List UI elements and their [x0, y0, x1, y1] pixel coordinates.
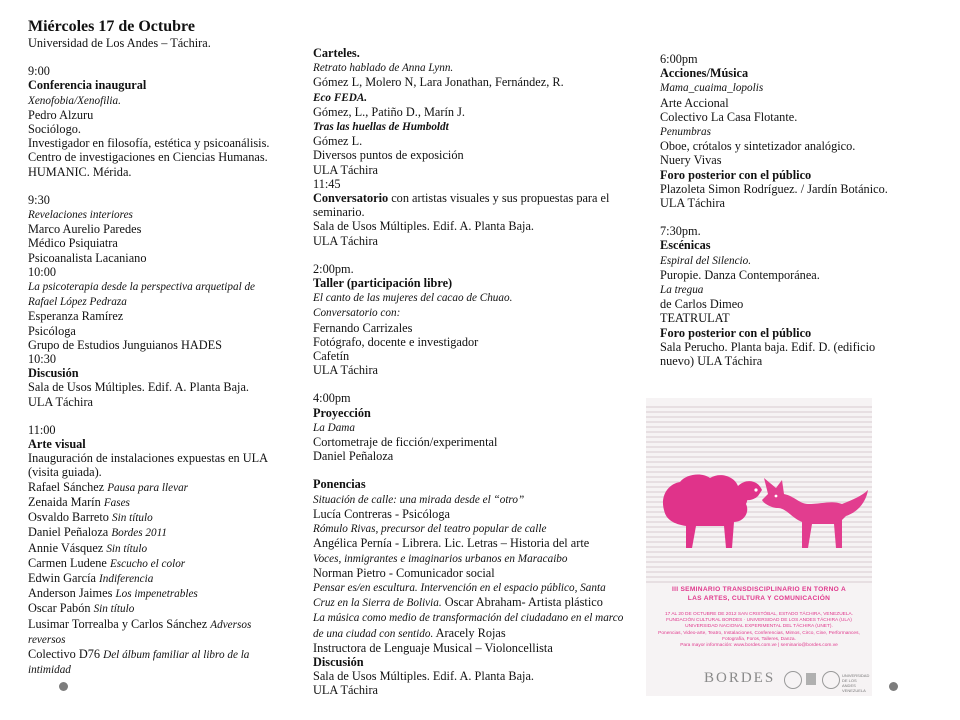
- program-line: [660, 224, 910, 238]
- poster-logos: [656, 668, 870, 693]
- line-text: Esperanza Ramírez: [28, 309, 124, 324]
- line-text: Proyección: [313, 405, 371, 420]
- line-text: Marco Aurelio Paredes: [28, 222, 142, 237]
- program-line: [28, 632, 300, 647]
- line-italic: Fases: [103, 496, 130, 509]
- line-text: (visita guiada).: [28, 465, 102, 480]
- poster-texture-line: [646, 431, 872, 433]
- line-text: 4:00pm: [313, 391, 351, 406]
- spacer: [28, 409, 300, 423]
- line-text: Daniel Peñaloza: [313, 449, 394, 464]
- program-line: [660, 297, 910, 311]
- program-line: [28, 78, 300, 92]
- program-line: [313, 406, 643, 420]
- program-line: [313, 191, 643, 219]
- program-line: [28, 193, 300, 207]
- line-text: Angélica Pernía - Librera. Lic. Letras – Historia del arte: [313, 536, 590, 551]
- column-evening: [660, 52, 910, 368]
- line-rest: con artistas visuales y sus propuestas para el seminario.: [313, 191, 610, 220]
- program-line: [313, 90, 643, 105]
- line-text: HUMANIC. Mérida.: [28, 164, 132, 179]
- program-line: [660, 253, 910, 268]
- program-line: [313, 46, 643, 60]
- program-line: [313, 551, 643, 566]
- university-seal-icon: [822, 671, 840, 689]
- line-text: Grupo de Estudios Junguianos HADES: [28, 337, 223, 352]
- line-text: Conferencia inaugural: [28, 78, 147, 93]
- column-morning-body: [28, 64, 300, 677]
- line-text: Oboe, crótalos y sintetizador analógico.: [660, 139, 856, 154]
- line-text: Sala Perucho. Planta baja. Edif. D. (edificio: [660, 339, 876, 354]
- line-text: Lusimar Torrealba y Carlos Sánchez: [28, 616, 211, 631]
- program-line: [313, 683, 643, 697]
- line-text: Conversatorio: [313, 191, 389, 206]
- program-line: [313, 60, 643, 75]
- poster-texture-line: [646, 406, 872, 408]
- poster-banner-line1: III SEMINARIO TRANSDISCIPLINARIO EN TORNO A: [671, 586, 847, 593]
- spacer: [313, 377, 643, 391]
- program-line: [28, 207, 300, 222]
- line-text: Pensar es/en escultura. Intervención en el espacio público, Santa: [313, 581, 606, 594]
- program-line: [313, 492, 643, 507]
- line-text: El canto de las mujeres del cacao de Chuao.: [313, 292, 513, 305]
- event-poster: [646, 398, 872, 696]
- venue-line: Universidad de Los Andes – Táchira.: [28, 36, 211, 50]
- program-line: [28, 525, 300, 540]
- line-text: Diversos puntos de exposición: [313, 148, 464, 163]
- line-text: Discusión: [313, 654, 364, 669]
- line-text: Fernando Carrizales: [313, 320, 413, 335]
- line-text: La psicoterapia desde la perspectiva arquetipal de: [28, 281, 256, 294]
- line-text: Oscar Pabón: [28, 601, 94, 616]
- program-line: [28, 556, 300, 571]
- program-line: [660, 196, 910, 210]
- poster-info: [646, 612, 872, 649]
- left-nav-dot-icon: [59, 682, 68, 691]
- program-line: [313, 276, 643, 290]
- line-text: 7:30pm.: [660, 224, 701, 239]
- program-line: [660, 238, 910, 252]
- line-text: Pedro Alzuru: [28, 107, 94, 122]
- line-text: Instructora de Lenguaje Musical – Violoncellista: [313, 640, 553, 655]
- line-text: Inauguración de instalaciones expuestas en ULA: [28, 451, 269, 466]
- line-text: 11:00: [28, 422, 56, 437]
- line-text: Colectivo La Casa Flotante.: [660, 109, 798, 124]
- line-text: 2:00pm.: [313, 261, 354, 276]
- line-text: Eco FEDA.: [313, 91, 368, 104]
- program-line: [28, 571, 300, 586]
- program-line: [28, 309, 300, 323]
- program-line: [28, 165, 300, 179]
- program-line: [28, 495, 300, 510]
- line-text: Escénicas: [660, 238, 711, 253]
- line-text: 10:30: [28, 352, 57, 367]
- line-text: nuevo) ULA Táchira: [660, 354, 763, 369]
- program-line: [28, 395, 300, 409]
- right-nav-dot-icon: [889, 682, 898, 691]
- line-text: Foro posterior con el público: [660, 167, 812, 182]
- spacer: [313, 248, 643, 262]
- program-line: [313, 177, 643, 191]
- program-line: [28, 338, 300, 352]
- program-line: [28, 122, 300, 136]
- line-text: Osvaldo Barreto: [28, 510, 113, 525]
- line-text: ULA Táchira: [313, 363, 378, 378]
- program-line: [28, 352, 300, 366]
- fox-icon: [762, 478, 868, 548]
- poster-dates: 17 AL 20 DE OCTUBRE DE 2012 SAN CRISTÓBAL, ESTADO TÁCHIRA, VENEZUELA.: [664, 612, 854, 617]
- program-line: [313, 234, 643, 248]
- university-logo-text: UNIVERSIDAD DE LOS ANDES VENEZUELA: [842, 673, 870, 693]
- program-line: [28, 324, 300, 338]
- line-text: Retrato hablado de Anna Lynn.: [313, 62, 454, 75]
- line-text: TEATRULAT: [660, 311, 730, 326]
- line-text: Situación de calle: una mirada desde el “otro”: [313, 493, 525, 506]
- line-text: Sala de Usos Múltiples. Edif. A. Planta Baja.: [28, 380, 249, 395]
- poster-texture-line: [646, 416, 872, 418]
- program-line: [660, 182, 910, 196]
- program-line: [28, 465, 300, 479]
- line-italic: Sin título: [93, 603, 135, 616]
- line-text: Gómez L, Molero N, Lara Jonathan, Fernández, R.: [313, 75, 564, 90]
- line-text: 11:45: [313, 176, 341, 191]
- program-line: [313, 363, 643, 377]
- line-text: Anderson Jaimes: [28, 586, 116, 601]
- program-line: [313, 105, 643, 119]
- program-line: [313, 391, 643, 405]
- line-italic: Escucho el color: [109, 557, 186, 570]
- line-text: Voces, inmigrantes e imaginarios urbanos en Maracaibo: [313, 552, 568, 565]
- program-line: [660, 153, 910, 167]
- line-text: Sala de Usos Múltiples. Edif. A. Planta Baja.: [313, 669, 534, 684]
- line-text: intimidad: [28, 664, 71, 677]
- program-line: [28, 662, 300, 677]
- line-text: Sala de Usos Múltiples. Edif. A. Planta Baja.: [313, 219, 534, 234]
- line-text: Lucía Contreras - Psicóloga: [313, 506, 450, 521]
- program-line: [313, 335, 643, 349]
- line-text: Carmen Ludene: [28, 555, 110, 570]
- line-text: Psicoanalista Lacaniano: [28, 250, 147, 265]
- program-line: [313, 349, 643, 363]
- line-text: Investigador en filosofía, estética y psicoanálisis.: [28, 136, 270, 151]
- line-text: ULA Táchira: [313, 162, 378, 177]
- line-text: Fotógrafo, docente e investigador: [313, 334, 479, 349]
- program-line: [313, 219, 643, 233]
- line-italic: Pausa para llevar: [107, 481, 189, 494]
- line-text: Rómulo Rivas, precursor del teatro popular de calle: [313, 523, 547, 536]
- poster-org2: UNIVERSIDAD NACIONAL EXPERIMENTAL DEL TÁCHIRA (UNET).: [685, 624, 833, 630]
- line-text: Annie Vásquez: [28, 540, 107, 555]
- column-evening-body: [660, 52, 910, 368]
- program-line: [313, 134, 643, 148]
- program-line: [660, 80, 910, 95]
- program-line: [313, 262, 643, 276]
- line-text: Mama_cuaima_lopolis: [660, 82, 764, 95]
- program-line: [660, 282, 910, 297]
- program-line: [313, 521, 643, 536]
- line-text: Cafetín: [313, 349, 350, 364]
- line-italic: Los impenetrables: [115, 588, 198, 601]
- line-text: Norman Pietro - Comunicador social: [313, 565, 495, 580]
- program-line: [313, 420, 643, 435]
- program-line: [313, 641, 643, 655]
- program-line: [313, 610, 643, 625]
- bordes-logo: BORDES: [704, 670, 776, 686]
- program-line: [28, 451, 300, 465]
- line-text: Nuery Vivas: [660, 153, 722, 168]
- program-line: [313, 75, 643, 89]
- program-line: [313, 536, 643, 550]
- line-text: Arte Accional: [660, 95, 729, 110]
- program-line: [28, 480, 300, 495]
- line-text: Colectivo D76: [28, 646, 104, 661]
- program-line: [660, 311, 910, 325]
- line-text: Foro posterior con el público: [660, 325, 812, 340]
- line-text: Carteles.: [313, 46, 360, 60]
- line-text: ULA Táchira: [313, 683, 378, 698]
- program-line: [313, 449, 643, 463]
- line-text: Espiral del Silencio.: [660, 254, 752, 267]
- line-text: La música como medio de transformación del ciudadano en el marco: [313, 612, 624, 625]
- spacer: [660, 210, 910, 224]
- program-line: [28, 150, 300, 164]
- line-text: ULA Táchira: [28, 394, 93, 409]
- program-line: [28, 366, 300, 380]
- program-line: [660, 340, 910, 354]
- line-text: Rafael López Pedraza: [28, 296, 127, 309]
- day-title: Miércoles 17 de Octubre: [28, 18, 195, 35]
- program-line: [313, 507, 643, 521]
- line-text: Taller (participación libre): [313, 276, 453, 291]
- program-line: [660, 66, 910, 80]
- line-italic: Cruz en la Sierra de Bolivia.: [313, 597, 442, 610]
- line-text: Tras las huellas de Humboldt: [313, 121, 449, 134]
- program-line: [313, 148, 643, 162]
- program-line: [660, 168, 910, 182]
- line-text: reversos: [28, 633, 66, 646]
- program-line: [28, 541, 300, 556]
- program-line: [313, 477, 643, 491]
- program-line: [313, 435, 643, 449]
- program-line: [28, 265, 300, 279]
- line-text: Aracely Rojas: [433, 625, 506, 640]
- line-text: de Carlos Dimeo: [660, 297, 744, 312]
- program-line: [313, 669, 643, 683]
- program-line: [28, 294, 300, 309]
- column-midday: [313, 46, 643, 698]
- line-text: 9:30: [28, 192, 50, 207]
- line-text: Discusión: [28, 366, 79, 381]
- line-text: Sociólogo.: [28, 122, 81, 137]
- program-line: [660, 354, 910, 368]
- program-line: [28, 222, 300, 236]
- program-line: [313, 119, 643, 134]
- line-text: Centro de investigaciones en Ciencias Humanas.: [28, 150, 268, 165]
- column-morning: [28, 17, 300, 677]
- program-line: [28, 586, 300, 601]
- line-text: La Dama: [313, 421, 355, 434]
- program-line: [28, 108, 300, 122]
- line-text: Plazoleta Simon Rodríguez. / Jardín Botánico.: [660, 181, 888, 196]
- program-line: [313, 580, 643, 595]
- poster-texture-line: [646, 411, 872, 413]
- program-line: [28, 601, 300, 616]
- program-line: [28, 251, 300, 265]
- animals-illustration: [646, 438, 872, 578]
- poster-activities: Ponencias, Video-arte, Teatro, Instalaciones, Conferencias, Mimos, Circo, Cine, Performances, Fotografía, Foros, Talleres, Danza.: [658, 630, 860, 642]
- line-text: Rafael Sánchez: [28, 479, 108, 494]
- program-line: [28, 236, 300, 250]
- program-line: [660, 52, 910, 66]
- line-text: Cortometraje de ficción/experimental: [313, 435, 498, 450]
- line-italic: Bordes 2011: [111, 527, 167, 540]
- program-line: [28, 423, 300, 437]
- line-text: Puropie. Danza Contemporánea.: [660, 267, 820, 282]
- line-text: Edwin García: [28, 570, 100, 585]
- line-text: 9:00: [28, 64, 50, 79]
- program-line: [660, 326, 910, 340]
- program-line: [313, 595, 643, 610]
- line-text: Gómez, L., Patiño D., Marín J.: [313, 104, 465, 119]
- line-text: Gómez L.: [313, 134, 363, 149]
- poster-banner-line2: LAS ARTES, CULTURA Y COMUNICACIÓN: [687, 594, 831, 602]
- line-text: Acciones/Música: [660, 66, 749, 81]
- program-line: [660, 139, 910, 153]
- line-text: Arte visual: [28, 437, 86, 452]
- poster-org1: FUNDACIÓN CULTURAL BORDES · UNIVERSIDAD DE LOS ANDES TÁCHIRA (ULA): [666, 618, 852, 624]
- poster-banner: [646, 586, 872, 603]
- emblem-icon: [806, 673, 816, 685]
- poster-texture-line: [646, 421, 872, 423]
- program-line: [28, 617, 300, 632]
- line-italic: Del álbum familiar al libro de la: [103, 648, 250, 661]
- program-line: [28, 64, 300, 78]
- program-line: [660, 268, 910, 282]
- line-text: Zenaida Marín: [28, 494, 104, 509]
- line-italic: Sin título: [106, 542, 148, 555]
- program-line: [28, 510, 300, 525]
- poster-texture-line: [646, 426, 872, 428]
- program-line: [313, 321, 643, 335]
- seal-icon: [784, 671, 802, 689]
- line-text: Médico Psiquiatra: [28, 236, 118, 251]
- program-line: [28, 136, 300, 150]
- program-line: [313, 655, 643, 669]
- line-text: Revelaciones interiores: [28, 209, 133, 222]
- line-text: Xenofobia/Xenofilia.: [28, 94, 121, 107]
- program-line: [313, 305, 643, 320]
- program-line: [28, 437, 300, 451]
- line-italic: Indiferencia: [99, 572, 154, 585]
- program-line: [28, 93, 300, 108]
- program-line: [313, 163, 643, 177]
- program-line: [313, 566, 643, 580]
- poster-texture-line: [646, 581, 872, 583]
- line-italic: de una ciudad con sentido.: [313, 627, 434, 640]
- line-text: Daniel Peñaloza: [28, 525, 112, 540]
- line-italic: Sin título: [112, 512, 153, 525]
- program-line: [660, 110, 910, 124]
- line-text: 6:00pm: [660, 52, 698, 66]
- line-text: Ponencias: [313, 477, 366, 492]
- program-line: [28, 380, 300, 394]
- spacer: [28, 179, 300, 193]
- spacer: [313, 463, 643, 477]
- column-midday-body: [313, 46, 643, 698]
- poster-contact: Para mayor información: www.bordes.com.ve | seminario@bordes.com.ve: [680, 643, 838, 649]
- line-text: 10:00: [28, 264, 57, 279]
- program-line: [660, 124, 910, 139]
- program-line: [28, 647, 300, 662]
- line-text: Oscar Abraham- Artista plástico: [441, 595, 603, 610]
- line-text: Penumbras: [660, 126, 711, 139]
- line-text: ULA Táchira: [660, 196, 725, 211]
- program-line: [313, 626, 643, 641]
- line-text: ULA Táchira: [313, 233, 378, 248]
- line-italic: Adversos: [210, 618, 252, 631]
- line-text: Conversatorio con:: [313, 307, 401, 320]
- sheep-icon: [663, 475, 762, 548]
- line-text: La tregua: [660, 284, 704, 297]
- program-line: [660, 96, 910, 110]
- program-line: [313, 290, 643, 305]
- line-text: Psicóloga: [28, 323, 76, 338]
- program-line: [28, 279, 300, 294]
